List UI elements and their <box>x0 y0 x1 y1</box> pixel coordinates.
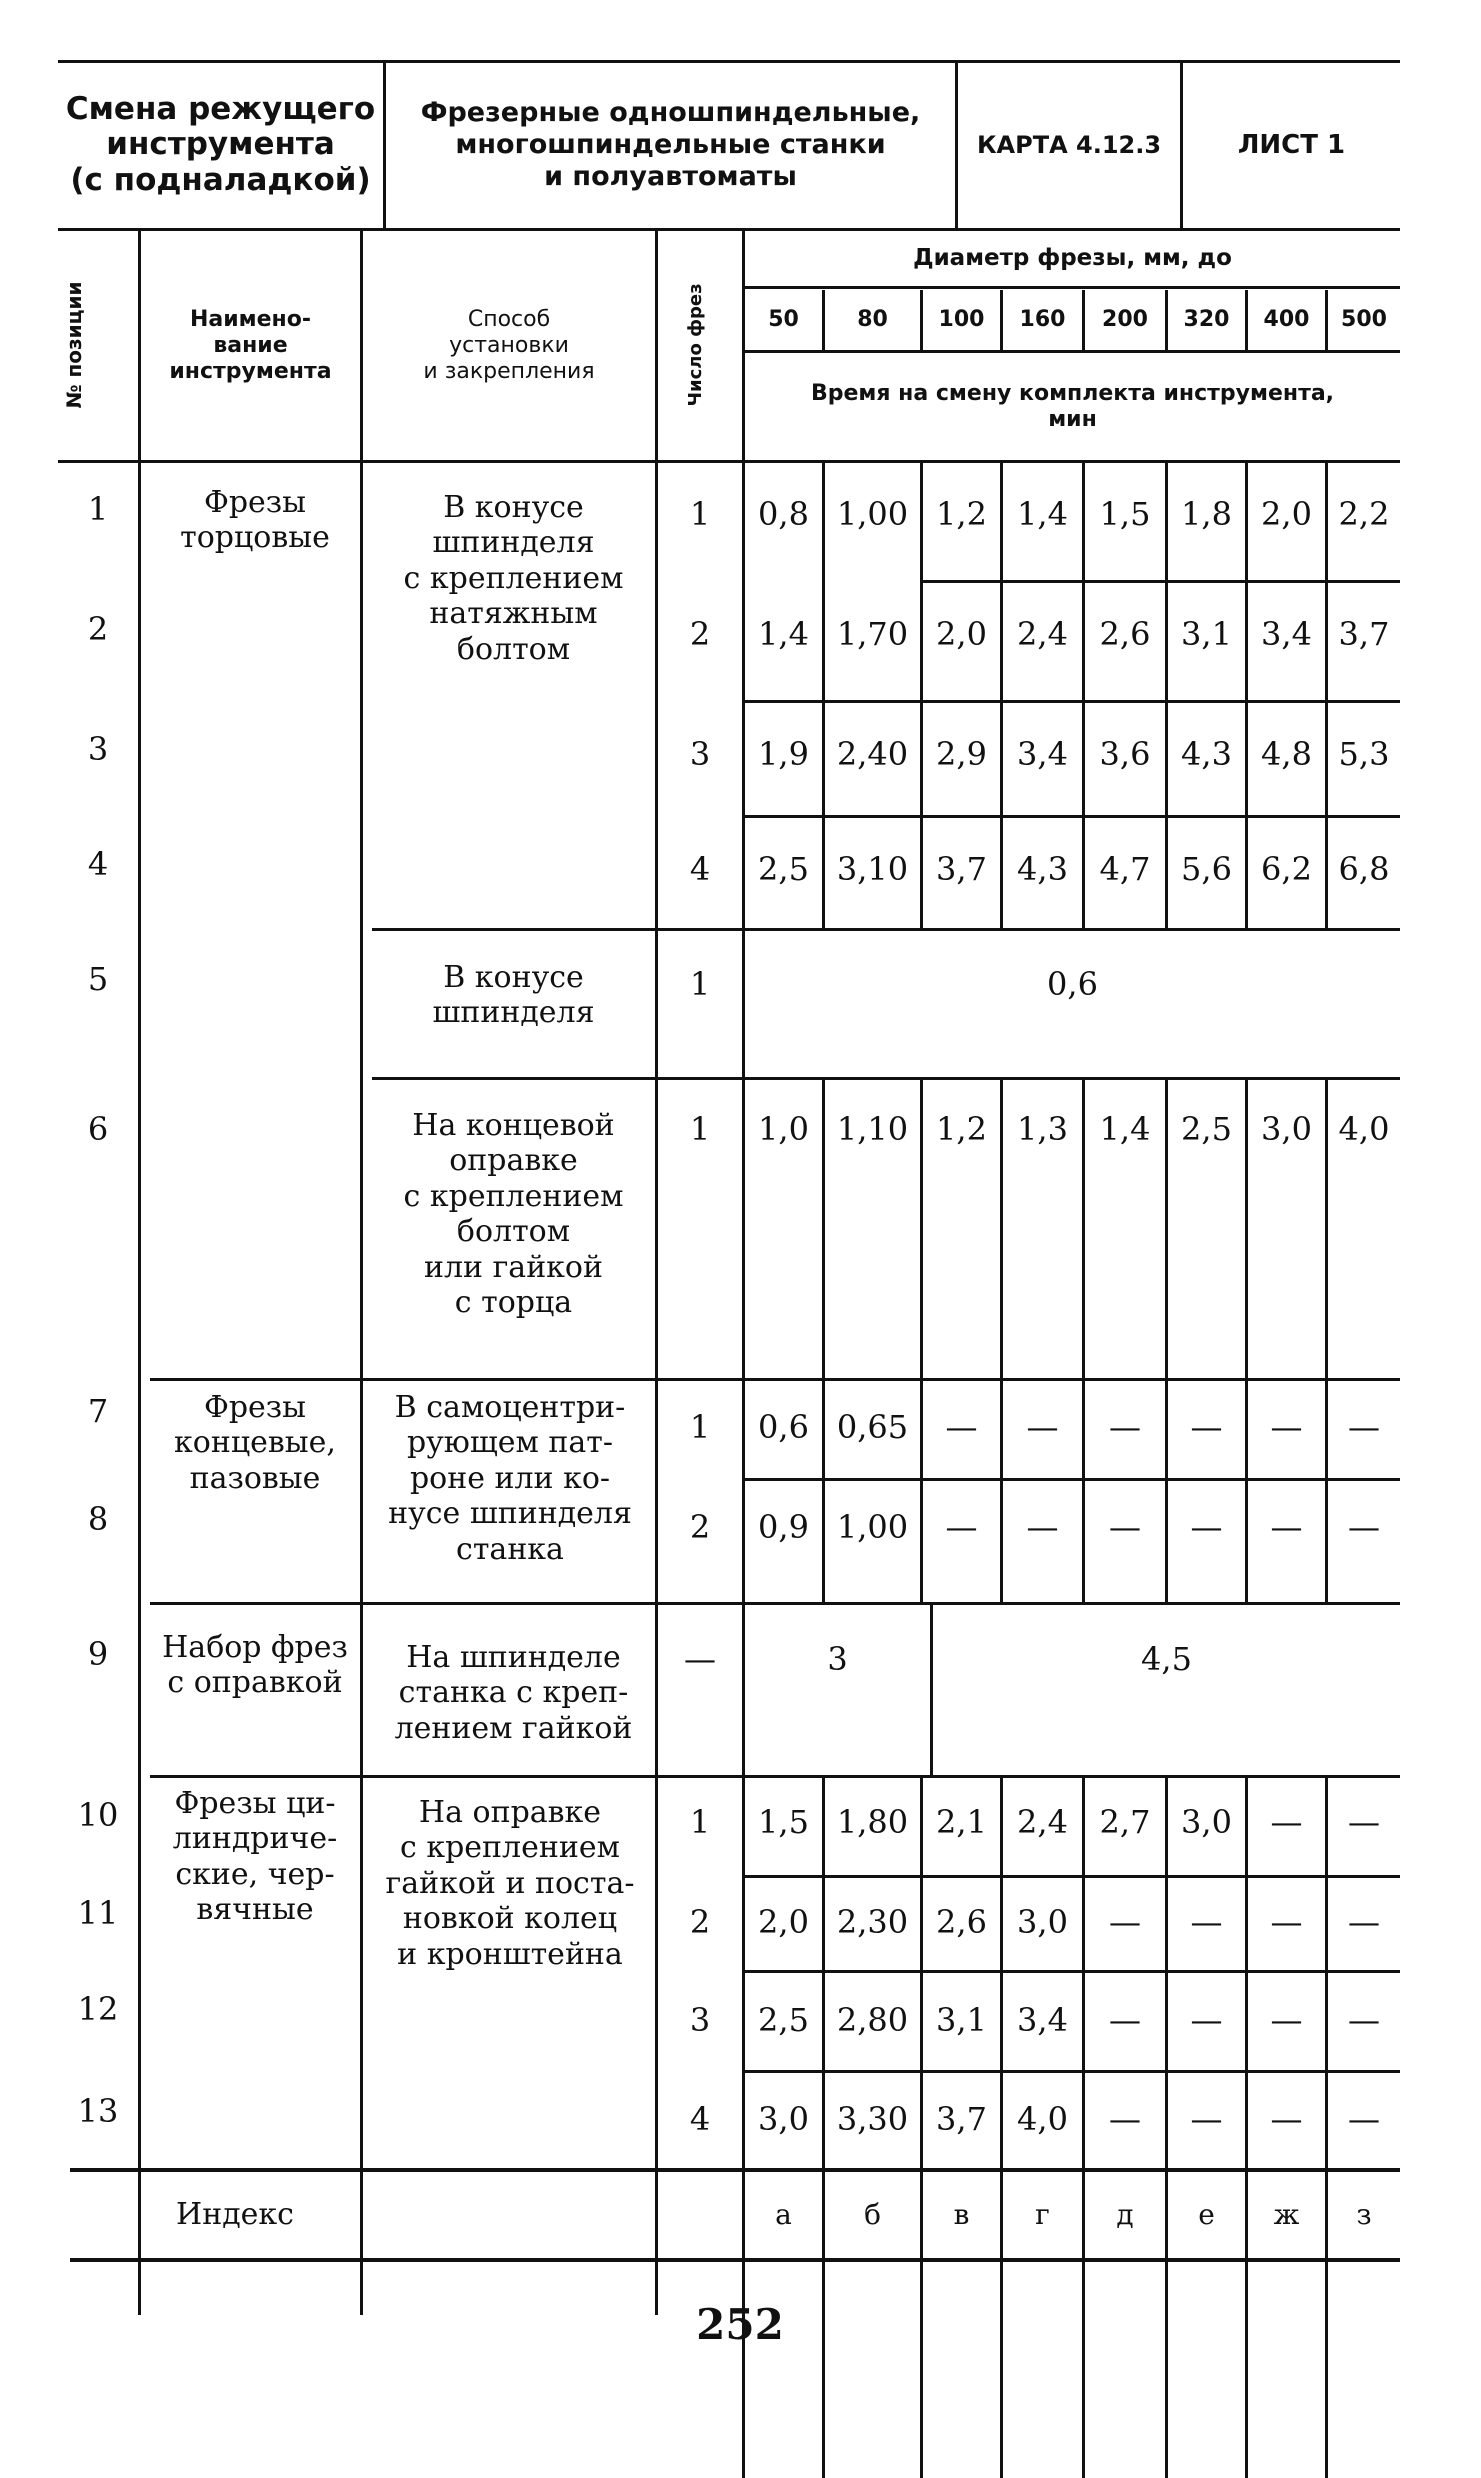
time-cell: 6,2 <box>1261 850 1312 889</box>
diameter-label: 500 <box>1341 306 1387 332</box>
index-letter: ж <box>1273 2198 1300 2232</box>
time-cell: 2,4 <box>1017 615 1068 654</box>
col-line-name <box>360 230 363 2315</box>
column-count-header: Число фрез <box>685 283 706 407</box>
time-cell: — <box>1348 1802 1380 1841</box>
index-letter: г <box>1035 2198 1050 2232</box>
time-cell: — <box>1190 2000 1223 2039</box>
time-cell: 2,0 <box>1261 495 1312 534</box>
time-cell: 2,6 <box>936 1902 987 1941</box>
time-cell: — <box>1190 1407 1223 1446</box>
time-cell: — <box>1190 2100 1223 2139</box>
time-cell: 2,5 <box>758 850 809 889</box>
time-cell: — <box>1270 1407 1303 1446</box>
time-cell: 0,6 <box>758 1407 809 1446</box>
time-cell: 2,9 <box>936 735 987 774</box>
time-cell: 2,6 <box>1099 615 1151 654</box>
position-number: 8 <box>87 1500 109 1539</box>
tool-count: 1 <box>689 1802 711 1841</box>
diameter-label: 200 <box>1102 306 1148 332</box>
time-cell: — <box>1109 2000 1141 2039</box>
time-cell: — <box>1348 1507 1380 1546</box>
tool-count: 1 <box>689 1110 711 1149</box>
time-cell: 3,7 <box>936 2100 987 2139</box>
group-name: Набор фрез с оправкой <box>162 1630 348 1701</box>
time-cell: 2,4 <box>1017 1802 1068 1841</box>
time-cell: — <box>1109 1407 1141 1446</box>
time-cell: 0,9 <box>758 1507 809 1546</box>
time-cell: 4,7 <box>1099 850 1151 889</box>
tool-count: 2 <box>689 1507 711 1546</box>
diameter-title: Диаметр фрезы, мм, до <box>913 245 1232 272</box>
time-cell: 0,65 <box>836 1407 909 1446</box>
time-cell: — <box>1348 1407 1380 1446</box>
time-cell: — <box>1270 1507 1303 1546</box>
method-text: В самоцентри- рующем пат- роне или ко- нусе шпинделя станка <box>388 1390 632 1567</box>
time-title: Время на смену комплекта инструмента, мин <box>810 380 1335 432</box>
time-cell: 3,1 <box>1181 615 1232 654</box>
header-title: Смена режущего инструмента (с подналадкой) <box>65 90 376 198</box>
index-letter: з <box>1356 2198 1372 2232</box>
time-cell: 2,30 <box>836 1902 909 1941</box>
header-sheet: ЛИСТ 1 <box>1237 129 1346 160</box>
time-cell-merged: 3 <box>827 1640 848 1679</box>
time-cell: — <box>1348 2000 1380 2039</box>
tool-count: 1 <box>689 965 711 1004</box>
time-cell: 1,5 <box>1099 495 1151 534</box>
tool-count: 3 <box>689 735 711 774</box>
time-cell: 4,3 <box>1017 850 1068 889</box>
tool-count: — <box>684 1640 716 1679</box>
time-cell-merged: 0,6 <box>1047 965 1098 1004</box>
time-cell: 2,1 <box>936 1802 987 1841</box>
position-number: 5 <box>87 960 109 999</box>
time-cell: 3,30 <box>836 2100 909 2139</box>
time-cell: 3,0 <box>1181 1802 1232 1841</box>
time-cell: 2,0 <box>758 1902 809 1941</box>
position-number: 3 <box>87 730 109 769</box>
tool-count: 4 <box>689 850 711 889</box>
time-cell: 3,4 <box>1017 2000 1068 2039</box>
time-cell: 2,7 <box>1099 1802 1151 1841</box>
diameter-label: 400 <box>1263 306 1310 332</box>
time-cell: 3,7 <box>1338 615 1390 654</box>
method-text: В конусе шпинделя <box>432 960 595 1031</box>
time-cell: — <box>1270 1802 1303 1841</box>
time-cell: 1,0 <box>758 1110 809 1149</box>
time-cell: 6,8 <box>1338 850 1390 889</box>
time-cell: 4,3 <box>1181 735 1232 774</box>
position-number: 10 <box>77 1796 119 1835</box>
diameter-label: 80 <box>857 306 888 332</box>
time-cell: 2,80 <box>836 2000 909 2039</box>
time-cell: 2,2 <box>1338 495 1390 534</box>
column-position-header: № позиции <box>62 281 86 409</box>
diameter-label: 160 <box>1019 306 1066 332</box>
time-cell: 1,2 <box>936 1110 987 1149</box>
time-cell: 3,0 <box>758 2100 809 2139</box>
time-cell: 1,80 <box>836 1802 909 1841</box>
column-method-header: Способ установки и закрепления <box>423 307 595 384</box>
rule-head-bottom <box>58 460 1400 463</box>
diameter-label: 320 <box>1183 306 1230 332</box>
position-number: 1 <box>87 490 109 529</box>
column-name-header: Наимено- вание инструмента <box>169 307 332 384</box>
diameter-label: 100 <box>938 306 985 332</box>
time-cell: — <box>1109 2100 1141 2139</box>
time-cell: 3,0 <box>1017 1902 1068 1941</box>
index-letter: в <box>953 2198 970 2232</box>
header-card: КАРТА 4.12.3 <box>976 130 1162 159</box>
method-text: На шпинделе станка с креп- лением гайкой <box>394 1640 633 1746</box>
tool-count: 1 <box>689 495 711 534</box>
time-cell: — <box>1270 1902 1303 1941</box>
position-number: 13 <box>77 2092 119 2131</box>
time-cell: — <box>1190 1902 1223 1941</box>
time-cell: 1,00 <box>836 1507 909 1546</box>
time-cell: 1,8 <box>1181 495 1232 534</box>
time-cell: 3,1 <box>936 2000 987 2039</box>
time-cell: — <box>1270 2000 1303 2039</box>
col-line-pos <box>138 230 141 2315</box>
tool-count: 1 <box>689 1407 711 1446</box>
group-name: Фрезы торцовые <box>180 485 330 556</box>
time-cell: — <box>945 1507 978 1546</box>
tool-count: 3 <box>689 2000 711 2039</box>
group-name: Фрезы концевые, пазовые <box>174 1390 336 1496</box>
time-cell: — <box>1348 2100 1380 2139</box>
page-number: 252 <box>696 2300 784 2350</box>
position-number: 2 <box>87 610 109 649</box>
diameter-label: 50 <box>768 306 799 332</box>
time-cell: 2,0 <box>936 615 987 654</box>
method-text: В конусе шпинделя с креплением натяжным болтом <box>403 490 624 667</box>
time-cell-merged: 4,5 <box>1141 1640 1192 1679</box>
time-cell: — <box>1026 1407 1059 1446</box>
time-cell: 1,5 <box>758 1802 809 1841</box>
time-cell: 1,3 <box>1017 1110 1068 1149</box>
header-machines: Фрезерные одношпиндельные, многошпиндельные станки и полуавтоматы <box>420 97 921 192</box>
time-cell: 2,5 <box>758 2000 809 2039</box>
time-cell: 5,3 <box>1338 735 1390 774</box>
tool-count: 4 <box>689 2100 711 2139</box>
time-cell: 3,7 <box>936 850 987 889</box>
position-number: 6 <box>87 1110 109 1149</box>
time-cell: — <box>1270 2100 1303 2139</box>
time-cell: 3,4 <box>1261 615 1312 654</box>
group-name: Фрезы ци- линдриче- ские, чер- вячные <box>172 1786 338 1928</box>
time-cell: 4,0 <box>1017 2100 1068 2139</box>
time-cell: 1,9 <box>758 735 809 774</box>
position-number: 4 <box>87 845 109 884</box>
time-cell: 4,0 <box>1338 1110 1390 1149</box>
time-cell: 2,5 <box>1181 1110 1232 1149</box>
tool-count: 2 <box>689 615 711 654</box>
time-cell: — <box>1109 1507 1141 1546</box>
time-cell: 1,00 <box>836 495 909 534</box>
time-cell: 3,6 <box>1099 735 1151 774</box>
position-number: 11 <box>77 1894 119 1933</box>
time-cell: — <box>1026 1507 1059 1546</box>
position-number: 7 <box>87 1392 109 1431</box>
position-number: 9 <box>87 1635 109 1674</box>
time-cell: 3,4 <box>1017 735 1068 774</box>
time-cell: 4,8 <box>1261 735 1312 774</box>
time-cell: 1,4 <box>1099 1110 1151 1149</box>
index-letter: е <box>1198 2198 1215 2232</box>
time-cell: 1,10 <box>836 1110 909 1149</box>
method-text: На концевой оправке с креплением болтом или гайкой с торца <box>403 1108 624 1320</box>
time-cell: 1,2 <box>936 495 987 534</box>
index-letter: б <box>864 2198 881 2232</box>
method-text: На оправке с креплением гайкой и поста- новкой колец и кронштейна <box>385 1795 635 1972</box>
time-cell: — <box>1109 1902 1141 1941</box>
time-cell: 1,70 <box>836 615 909 654</box>
time-cell: — <box>1348 1902 1380 1941</box>
time-cell: 1,4 <box>1017 495 1068 534</box>
time-cell: 2,40 <box>836 735 909 774</box>
time-cell: 0,8 <box>758 495 809 534</box>
rule-header-bottom <box>58 228 1400 231</box>
index-label: Индекс <box>176 2197 294 2233</box>
time-cell: 1,4 <box>758 615 809 654</box>
position-number: 12 <box>77 1990 119 2029</box>
time-cell: 5,6 <box>1181 850 1232 889</box>
time-cell: — <box>1190 1507 1223 1546</box>
tool-count: 2 <box>689 1902 711 1941</box>
time-cell: 3,10 <box>836 850 909 889</box>
index-letter: д <box>1116 2198 1134 2232</box>
time-cell: — <box>945 1407 978 1446</box>
index-letter: а <box>775 2198 792 2232</box>
time-cell: 3,0 <box>1261 1110 1312 1149</box>
